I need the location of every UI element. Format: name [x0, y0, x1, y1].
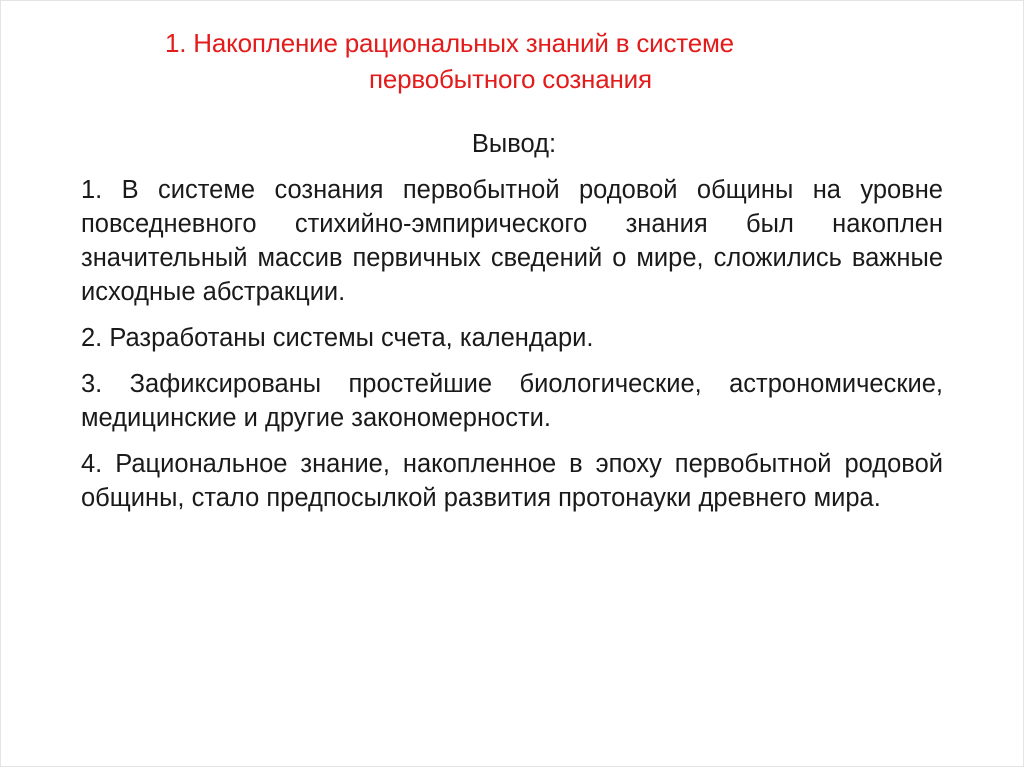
- conclusion-item-4: 4. Рациональное знание, накопленное в эпоху первобытной родовой общины, стало предпосылкой развития протонауки древнего мира.: [81, 450, 943, 512]
- conclusion-label: Вывод:: [471, 130, 557, 158]
- slide-title-line-1: 1. Накопление рациональных знаний в системе: [165, 28, 734, 58]
- conclusion-item-1: 1. В системе сознания первобытной родовой общины на уровне повседневного стихийно-эмпирического знания был накоплен значительный массив первичных сведений о мире, сложились важные исходные абстракции.: [81, 176, 943, 306]
- slide-title: [151, 25, 911, 97]
- slide-title-line-2: первобытного сознания: [369, 64, 652, 94]
- slide-body: [81, 127, 943, 527]
- conclusion-item-3: 3. Зафиксированы простейшие биологические, астрономические, медицинские и другие закономерности.: [81, 370, 943, 432]
- conclusion-item-2: 2. Разработаны системы счета, календари.: [81, 324, 594, 352]
